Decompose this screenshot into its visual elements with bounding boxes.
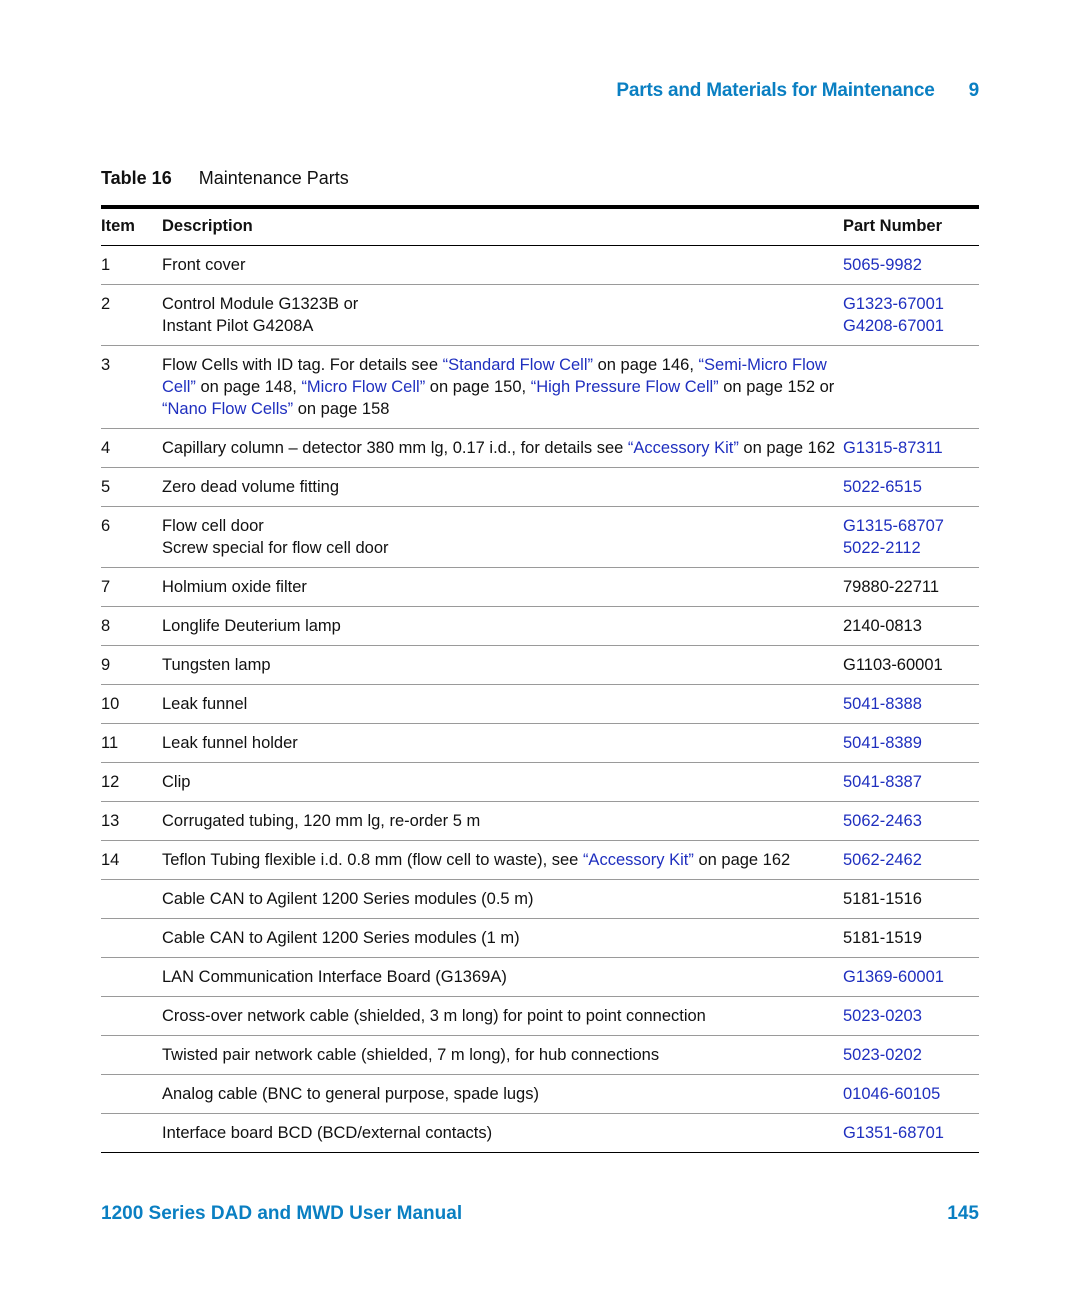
description-line: [162, 537, 843, 559]
part-number-cell: [843, 468, 979, 507]
description-text: Cable CAN to Agilent 1200 Series modules (0.5 m): [162, 890, 534, 908]
part-number: 79880-22711: [843, 578, 940, 596]
description-text: Capillary column – detector 380 mm lg, 0.17 i.d., for details see: [162, 439, 628, 457]
item-cell: 14: [101, 841, 162, 880]
description-line: [162, 398, 843, 420]
part-number-link[interactable]: G1369-60001: [843, 968, 944, 986]
part-number-cell: [843, 246, 979, 285]
description-line: [162, 315, 843, 337]
table-body: [101, 246, 979, 1153]
description-cell: [162, 246, 843, 285]
description-line: [162, 1083, 843, 1105]
header-item: Item: [101, 207, 162, 246]
cross-reference-link[interactable]: “Micro Flow Cell”: [301, 378, 426, 396]
item-cell: [101, 1114, 162, 1153]
description-cell: [162, 958, 843, 997]
description-text: Screw special for flow cell door: [162, 539, 389, 557]
part-number: G1103-60001: [843, 656, 943, 674]
part-number-cell: [843, 997, 979, 1036]
table-row: [101, 724, 979, 763]
item-cell: [101, 958, 162, 997]
part-number-link[interactable]: G1351-68701: [843, 1124, 944, 1142]
part-number-cell: [843, 1036, 979, 1075]
running-footer: [101, 1203, 979, 1225]
part-number-cell: [843, 1114, 979, 1153]
part-number-link[interactable]: 5041-8388: [843, 695, 922, 713]
part-number-cell: [843, 607, 979, 646]
table-row: [101, 997, 979, 1036]
section-title: Parts and Materials for Maintenance: [616, 80, 935, 101]
description-cell: [162, 841, 843, 880]
part-number-link[interactable]: 5041-8387: [843, 773, 922, 791]
table-row: [101, 429, 979, 468]
table-row: [101, 958, 979, 997]
part-number-cell: [843, 346, 979, 429]
table-row: [101, 1114, 979, 1153]
description-cell: [162, 1036, 843, 1075]
description-line: [162, 849, 843, 871]
table-row: [101, 507, 979, 568]
description-text: on page 162: [738, 439, 836, 457]
header-part-number: Part Number: [843, 207, 979, 246]
table-row: [101, 802, 979, 841]
item-cell: [101, 1075, 162, 1114]
part-number-link[interactable]: 5022-6515: [843, 478, 922, 496]
description-line: [162, 476, 843, 498]
description-cell: [162, 880, 843, 919]
item-cell: [101, 880, 162, 919]
table-row: [101, 841, 979, 880]
cross-reference-link[interactable]: Cell”: [162, 378, 196, 396]
description-line: [162, 615, 843, 637]
description-line: [162, 293, 843, 315]
table-row: [101, 1075, 979, 1114]
description-text: Instant Pilot G4208A: [162, 317, 314, 335]
table-title: Maintenance Parts: [198, 168, 349, 188]
description-line: [162, 693, 843, 715]
description-line: [162, 654, 843, 676]
table-row: [101, 568, 979, 607]
item-cell: 13: [101, 802, 162, 841]
running-header: [616, 80, 979, 102]
description-line: [162, 354, 843, 376]
header-description: Description: [162, 207, 843, 246]
description-cell: [162, 997, 843, 1036]
description-text: Tungsten lamp: [162, 656, 271, 674]
part-number-cell: [843, 841, 979, 880]
item-cell: 12: [101, 763, 162, 802]
cross-reference-link[interactable]: “Standard Flow Cell”: [442, 356, 593, 374]
description-line: [162, 771, 843, 793]
description-text: Corrugated tubing, 120 mm lg, re-order 5 m: [162, 812, 481, 830]
description-text: Clip: [162, 773, 191, 791]
description-cell: [162, 507, 843, 568]
description-cell: [162, 919, 843, 958]
chapter-number: 9: [968, 80, 979, 101]
table-row: [101, 346, 979, 429]
item-cell: 3: [101, 346, 162, 429]
part-number-cell: [843, 685, 979, 724]
table-row: [101, 285, 979, 346]
description-cell: [162, 607, 843, 646]
description-cell: [162, 802, 843, 841]
part-number-cell: [843, 507, 979, 568]
description-line: [162, 732, 843, 754]
description-line: [162, 576, 843, 598]
item-cell: 11: [101, 724, 162, 763]
maintenance-parts-table: [101, 205, 979, 1153]
part-number-link[interactable]: 5023-0203: [843, 1007, 922, 1025]
description-line: [162, 927, 843, 949]
cross-reference-link[interactable]: “Accessory Kit”: [582, 851, 694, 869]
description-line: [162, 810, 843, 832]
description-text: on page 146,: [593, 356, 699, 374]
description-cell: [162, 646, 843, 685]
description-text: Analog cable (BNC to general purpose, spade lugs): [162, 1085, 539, 1103]
description-cell: [162, 568, 843, 607]
part-number: 5181-1519: [843, 929, 922, 947]
table-row: [101, 880, 979, 919]
description-text: Front cover: [162, 256, 246, 274]
table-row: [101, 1036, 979, 1075]
table-caption: [101, 168, 349, 189]
item-cell: 9: [101, 646, 162, 685]
description-line: [162, 888, 843, 910]
description-text: Leak funnel holder: [162, 734, 298, 752]
part-number-link[interactable]: 5065-9982: [843, 256, 922, 274]
part-number-link[interactable]: G1315-87311: [843, 439, 943, 457]
item-cell: 6: [101, 507, 162, 568]
description-text: Interface board BCD (BCD/external contacts): [162, 1124, 493, 1142]
part-number-cell: [843, 285, 979, 346]
part-number-cell: [843, 1075, 979, 1114]
item-cell: 7: [101, 568, 162, 607]
description-line: [162, 1005, 843, 1027]
description-cell: [162, 429, 843, 468]
item-cell: [101, 997, 162, 1036]
description-text: Twisted pair network cable (shielded, 7 m long), for hub connections: [162, 1046, 660, 1064]
part-number-cell: [843, 763, 979, 802]
description-cell: [162, 685, 843, 724]
description-cell: [162, 1114, 843, 1153]
description-cell: [162, 285, 843, 346]
cross-reference-link[interactable]: “Semi-Micro Flow: [698, 356, 827, 374]
description-line: [162, 1044, 843, 1066]
description-text: Control Module G1323B or: [162, 295, 359, 313]
description-text: Longlife Deuterium lamp: [162, 617, 341, 635]
description-line: [162, 437, 843, 459]
description-text: Holmium oxide filter: [162, 578, 307, 596]
part-number-link[interactable]: G1315-68707: [843, 517, 944, 535]
part-number-cell: [843, 802, 979, 841]
part-number: 5181-1516: [843, 890, 922, 908]
description-line: [162, 376, 843, 398]
table-row: [101, 919, 979, 958]
part-number-cell: [843, 646, 979, 685]
item-cell: [101, 919, 162, 958]
description-line: [162, 1122, 843, 1144]
item-cell: 5: [101, 468, 162, 507]
part-number-cell: [843, 880, 979, 919]
part-number-link[interactable]: G1323-67001: [843, 295, 944, 313]
description-text: on page 150,: [425, 378, 531, 396]
part-number-cell: [843, 724, 979, 763]
table-row: [101, 685, 979, 724]
table-row: [101, 646, 979, 685]
table-row: [101, 763, 979, 802]
description-text: Cable CAN to Agilent 1200 Series modules (1 m): [162, 929, 520, 947]
table-number: Table 16: [101, 168, 172, 188]
part-number-link[interactable]: 5062-2463: [843, 812, 922, 830]
description-cell: [162, 468, 843, 507]
description-text: Teflon Tubing flexible i.d. 0.8 mm (flow cell to waste), see: [162, 851, 583, 869]
part-number-cell: [843, 919, 979, 958]
part-number-link[interactable]: G4208-67001: [843, 317, 944, 335]
part-number-cell: [843, 429, 979, 468]
table-row: [101, 607, 979, 646]
part-number-link[interactable]: 5022-2112: [843, 539, 921, 557]
part-number-link[interactable]: 5041-8389: [843, 734, 922, 752]
description-cell: [162, 1075, 843, 1114]
item-cell: 8: [101, 607, 162, 646]
item-cell: 10: [101, 685, 162, 724]
description-text: Flow Cells with ID tag. For details see: [162, 356, 443, 374]
table-row: [101, 468, 979, 507]
description-text: on page 162: [693, 851, 791, 869]
cross-reference-link[interactable]: “Accessory Kit”: [627, 439, 739, 457]
description-text: Leak funnel: [162, 695, 248, 713]
item-cell: 2: [101, 285, 162, 346]
description-text: on page 152 or: [718, 378, 835, 396]
part-number-link[interactable]: 01046-60105: [843, 1085, 941, 1103]
part-number-cell: [843, 958, 979, 997]
cross-reference-link[interactable]: “High Pressure Flow Cell”: [530, 378, 719, 396]
description-text: on page 148,: [195, 378, 302, 396]
manual-title: 1200 Series DAD and MWD User Manual: [101, 1203, 463, 1224]
page-number: 145: [947, 1203, 979, 1224]
item-cell: 1: [101, 246, 162, 285]
item-cell: [101, 1036, 162, 1075]
description-cell: [162, 724, 843, 763]
description-text: on page 158: [293, 400, 390, 418]
table-row: [101, 246, 979, 285]
description-line: [162, 254, 843, 276]
part-number: 2140-0813: [843, 617, 922, 635]
description-line: [162, 515, 843, 537]
description-text: Cross-over network cable (shielded, 3 m long) for point to point connection: [162, 1007, 706, 1025]
description-text: Flow cell door: [162, 517, 264, 535]
part-number-link[interactable]: 5023-0202: [843, 1046, 922, 1064]
description-line: [162, 966, 843, 988]
item-cell: 4: [101, 429, 162, 468]
table-header-row: [101, 207, 979, 246]
description-cell: [162, 763, 843, 802]
part-number-cell: [843, 568, 979, 607]
description-text: LAN Communication Interface Board (G1369A): [162, 968, 507, 986]
description-cell: [162, 346, 843, 429]
part-number-link[interactable]: 5062-2462: [843, 851, 922, 869]
description-text: Zero dead volume fitting: [162, 478, 340, 496]
cross-reference-link[interactable]: “Nano Flow Cells”: [162, 400, 294, 418]
